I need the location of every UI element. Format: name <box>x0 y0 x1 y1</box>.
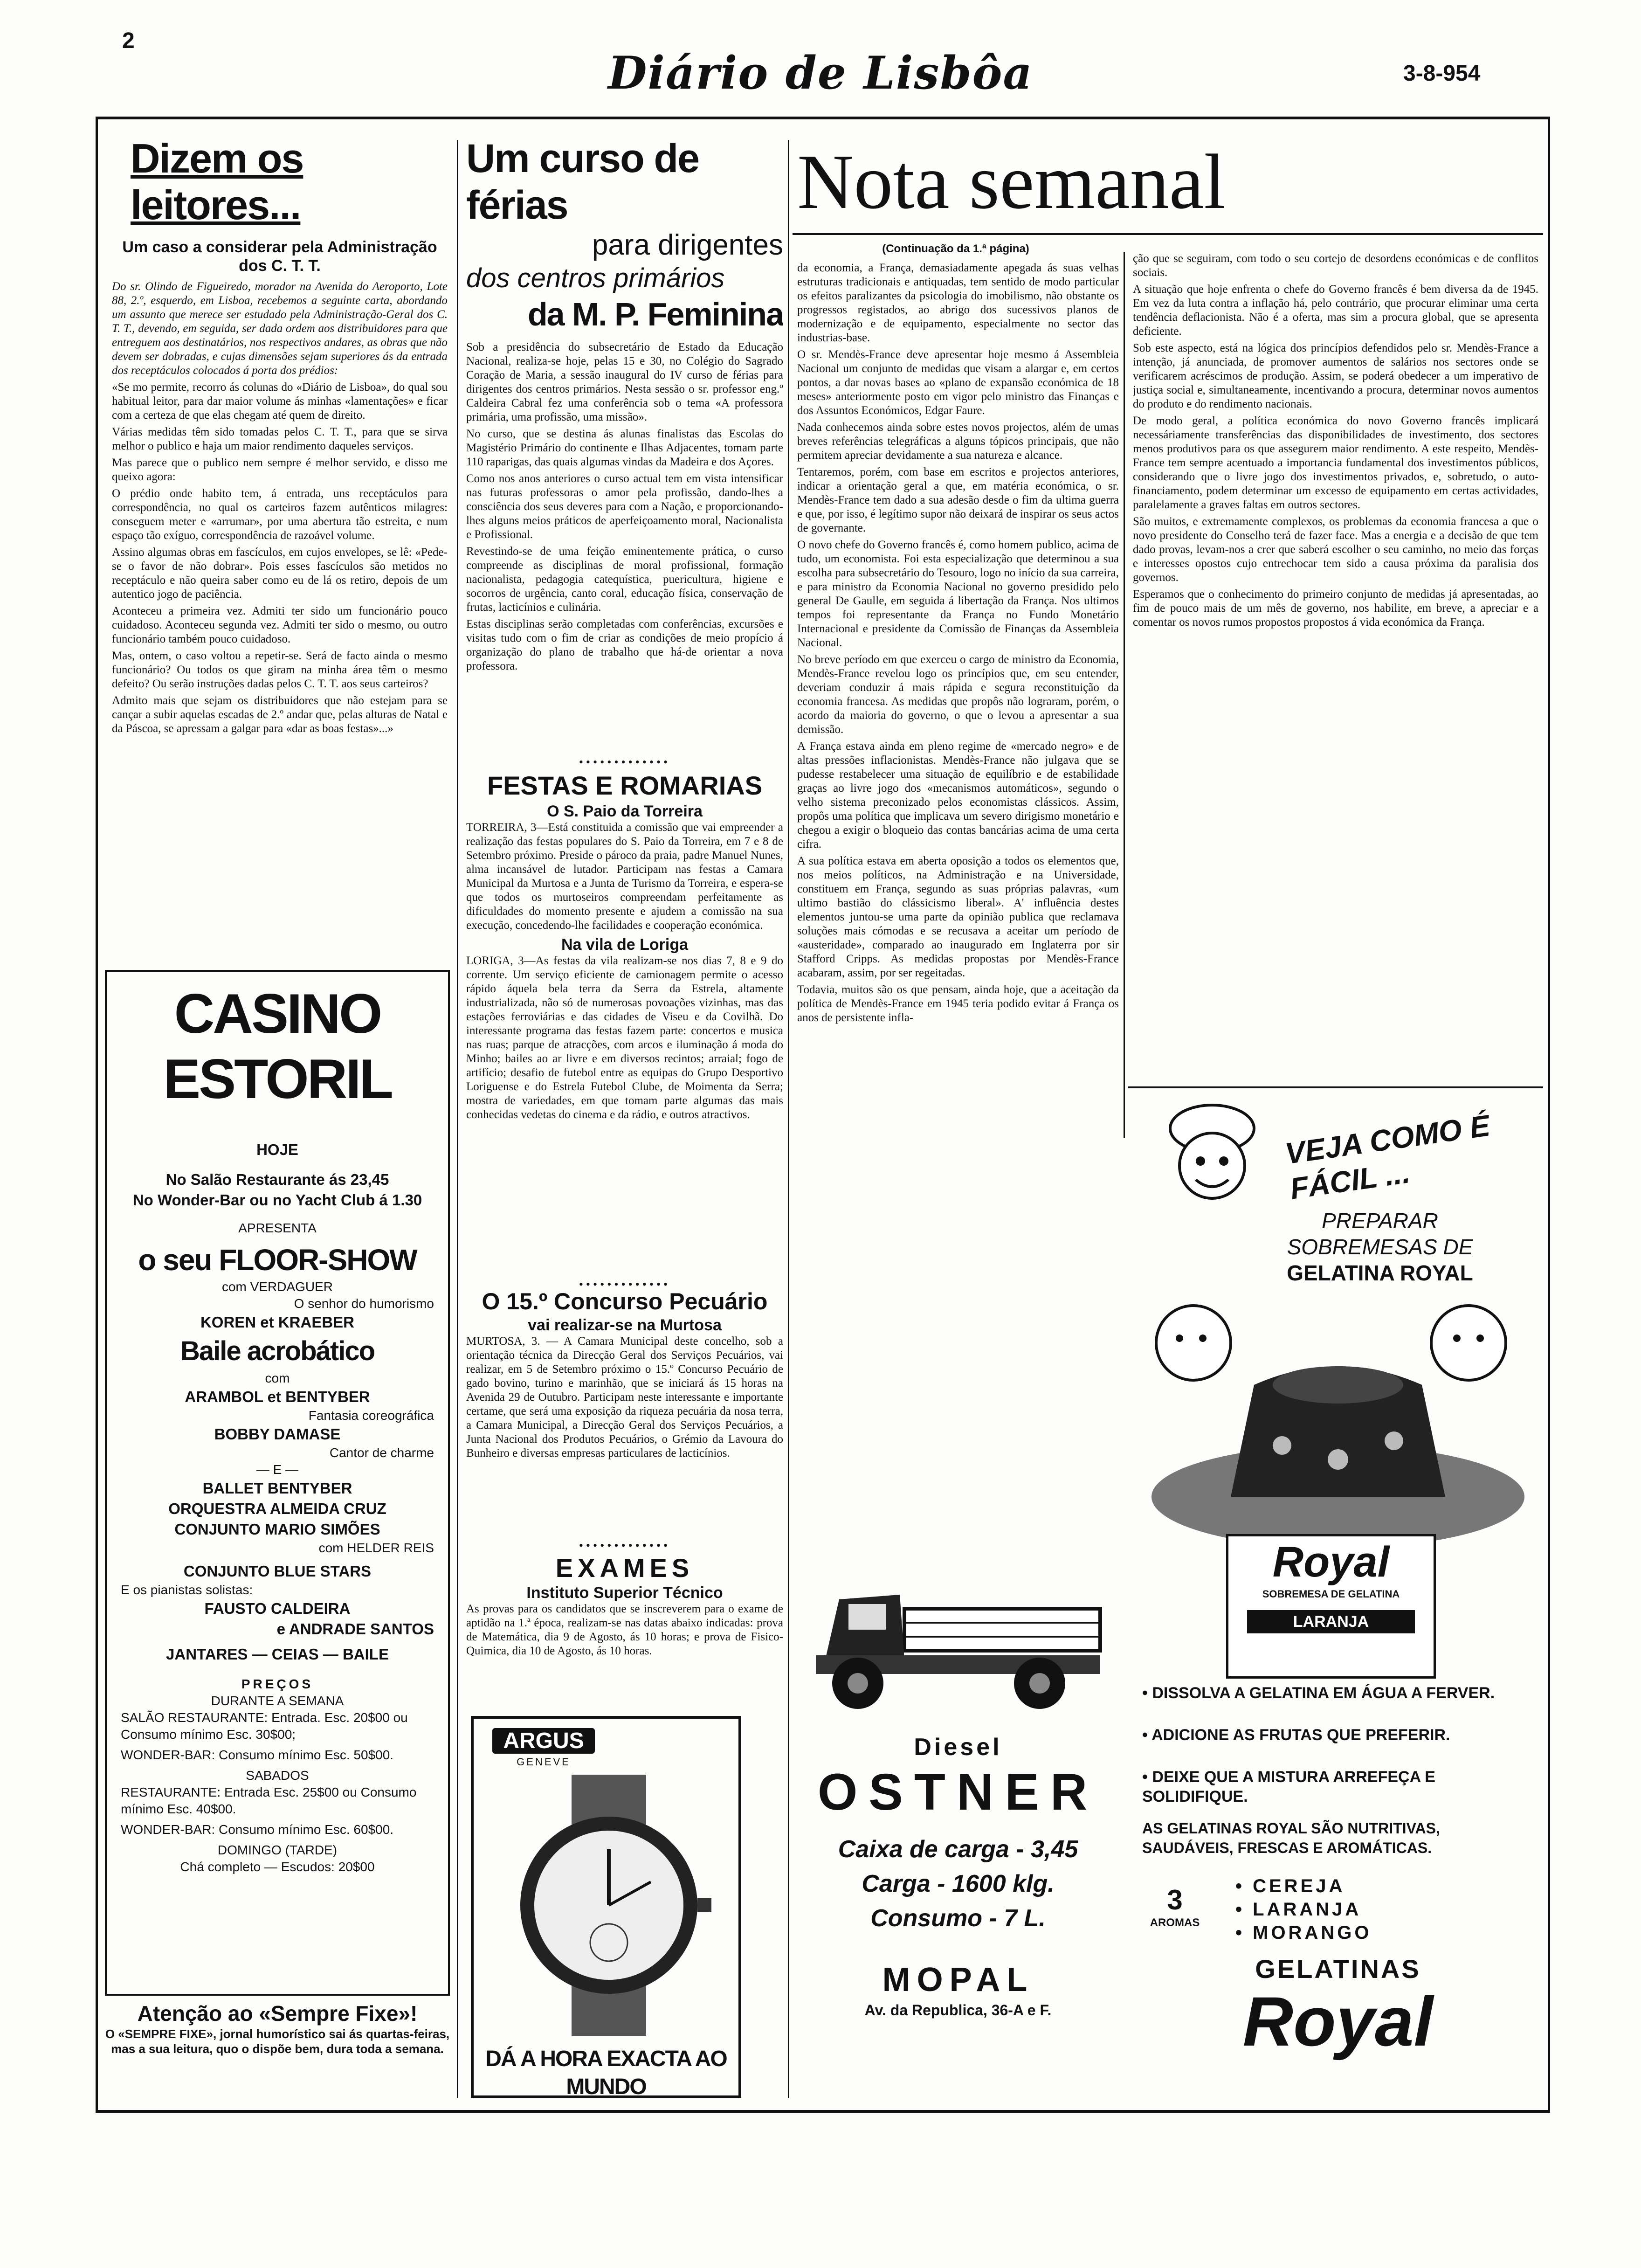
curso-h2: para dirigentes <box>592 229 783 261</box>
nota-paragraph: São muitos, e extremamente complexos, os problemas da economia francesa a que o novo presidente do Conselho terá de fazer face. Mas a energia e a decisão de que tem dado provas, levam-nos a crer que saberá escolher o seu caminho, no meio das forças e interesses opostos cujo entrechocar tem sido a causa próxima da paralisia dos governos. <box>1133 515 1538 584</box>
nota-paragraph: O sr. Mendès-France deve apresentar hoje mesmo á Assembleia Nacional um conjunto de medidas que visam a alargar e, em certos pontos, a dar novas bases ao «plano de expansão económica de 18 meses» anteriormente posto em vigor pelo ministro das Finanças e dos Assuntos Económicos, Edgar Faure. <box>797 348 1119 417</box>
ostner-line-3: Consumo - 7 L. <box>870 1905 1046 1932</box>
ostner-line-2: Carga - 1600 klg. <box>862 1870 1055 1897</box>
nota-continuation: (Continuação da 1.ª página) <box>882 242 1029 255</box>
festas-paragraph-1: TORREIRA, 3—Está constituida a comissão que vai empreender a realização das festas populares do S. Paio da Torreira, em 7 e 8 de Setembro próximo. Preside o pároco da praia, padre Manuel Nunes, alma incansável de lutador. Participam nas festas a Camara Municipal da Murtosa e a Junta de Turismo da Torreira, e espera-se que todos os murtoseiros compreendam perfeitamente as dificuldades do momento presente e ajudem a comissão na sua execução, concedendo-lhe facilidades e cooperação económica. <box>466 821 783 932</box>
nota-paragraph: De modo geral, a política económica do novo Governo francês implicará necessáriamente transferências das disponibilidades de investimento, dos sectores menos produtivos para os que assegurem maior rendimento. A este respeito, Mendès-France tem sempre acentuado a importancia fundamental dos investimentos públicos, considerando que o livre jogo dos investimentos privados, e, sobretudo, o auto-financiamento, podem determinar um excesso de equipamento em certas actividades, paralelamente a graves faltas em outros sectores. <box>1133 415 1538 511</box>
ostner-ad <box>797 1553 1119 2084</box>
casino-domingo: DOMINGO (TARDE) <box>217 1843 338 1857</box>
casino-jantares: JANTARES — CEIAS — BAILE <box>166 1646 389 1663</box>
argus-slogan: DÁ A HORA EXACTA AO MUNDO <box>485 2047 727 2099</box>
royal-gelatina-royal: GELATINA ROYAL <box>1287 1261 1473 1285</box>
royal-logo: Royal <box>1242 1982 1434 2061</box>
royal-flavor-3: • MORANGO <box>1235 1922 1372 1943</box>
top-rule <box>96 117 1550 119</box>
column-rule-2 <box>788 140 789 2098</box>
casino-cha: Chá completo — Escudos: 20$00 <box>180 1860 375 1874</box>
nota-paragraph: Esperamos que o conhecimento do primeiro conjunto de medidas já apresentadas, ao fim de pouco mais de um mês de governo, nos habilite, em breve, a apreciar e a comentar os novos rumos propostos propostos á vida económica da França. <box>1133 588 1538 629</box>
column-rule-1 <box>457 140 458 2098</box>
leitores-paragraph: Várias medidas têm sido tomadas pelos C. T. T., para que se sirva melhor o publico e haja um maior rendimento daqueles serviços. <box>112 426 448 452</box>
sempre-fixe-title: Atenção ao «Sempre Fixe»! <box>137 2001 418 2026</box>
casino-arambol: ARAMBOL et BENTYBER <box>185 1388 370 1405</box>
casino-sabados: SABADOS <box>246 1768 309 1783</box>
curso-paragraph: No curso, que se destina ás alunas finalistas das Escolas do Magistério Primário do continente e Ilhas Adjacentes, tomam parte 110 raparigas, das quais algumas vindas da Madeira e dos Açores. <box>466 428 783 468</box>
nota-end-rule <box>1128 1086 1543 1088</box>
leitores-paragraph: Admito mais que sejam os distribuidores que não estejam para se cançar a subir aquelas escadas de 2.º andar que, pelas alturas de Natal e da Páscoa, se apressam a galgar para «dar as boas festas»...» <box>112 694 448 735</box>
nota-paragraph: Sob este aspecto, está na lógica dos princípios defendidos pelo sr. Mendès-France a intenção, já anunciada, de promover aumentos de salários nos sectores onde se verificarem acréscimos de produção. Assim, se poderá obedecer a um imperativo de justiça social e, simultaneamente, incentivando a procura, determinar novos aumentos do produto e do rendimento nacionais. <box>1133 342 1538 410</box>
curso-paragraph: Como nos anos anteriores o curso actual tem em vista intensificar nas futuras professoras o amor pela profissão, dando-lhes a consciência dos seus deveres para com a Nação, e proporcionando-lhes alguns meios práticos de aperfeiçoamento moral, Nacionalista e Profissional. <box>466 472 783 541</box>
truck-icon <box>797 1553 1119 1730</box>
royal-box-flavor: LARANJA <box>1247 1610 1415 1633</box>
casino-pianistas: E os pianistas solistas: <box>121 1583 253 1597</box>
casino-helder: com HELDER REIS <box>318 1541 434 1555</box>
casino-ballet: BALLET BENTYBER <box>202 1480 352 1497</box>
chef-mascot-icon <box>1142 1100 1282 1212</box>
nota-title: Nota semanal <box>797 138 1226 225</box>
separator: ••••••••••••• <box>579 1539 671 1552</box>
casino-price-2: WONDER-BAR: Consumo mínimo Esc. 50$00. <box>121 1748 394 1762</box>
casino-baile: Baile acrobático <box>180 1336 375 1366</box>
royal-preparar: PREPARAR <box>1322 1209 1438 1233</box>
curso-paragraph: Revestindo-se de uma feição eminentemente prática, o curso compreende as disciplinas de moral profissional, formação nacionalista, pedagogia catequística, puericultura, higiene e socorros de urgência, canto coral, educação física, conservação de frutas, lacticínios e culinária. <box>466 545 783 614</box>
royal-veja: VEJA COMO É FÁCIL ... <box>1283 1108 1492 1206</box>
casino-fausto: FAUSTO CALDEIRA <box>204 1600 351 1617</box>
exames-title: EXAMES <box>555 1553 694 1583</box>
casino-apresenta: APRESENTA <box>238 1221 317 1235</box>
nota-paragraph: A sua política estava em aberta oposição a todos os elementos que, nos meios políticos, na Administração e na Universidade, constituem em França, segundo as suas próprias palavras, «um ultimo bastião do clássicismo liberal». A' influência destes elementos juntou-se uma parte da opinião publica que reclamava soluções mais cómodas e se recusava a aceitar um período de «austeridade», comparado ao inaugurado em Inglaterra por sir Stafford Cripps. As medidas propostas por Mendès-France acabaram, assim, por ser regeitadas. <box>797 855 1119 979</box>
royal-three: 3 <box>1167 1884 1183 1915</box>
curso-paragraph: Sob a presidência do subsecretário de Estado da Educação Nacional, realiza-se hoje, pelas 15 e 30, no Colégio do Sagrado Coração de Maria, a sessão inaugural do IV curso de férias para dirigentes dos centros primários. Nesta sessão o sr. professor eng.º Caldeira Cabral fez uma conferência sob o tema «A professora primária, uma profissão, uma missão». <box>466 341 783 423</box>
separator: ••••••••••••• <box>579 1278 671 1291</box>
nota-column-1 <box>797 261 1119 1548</box>
leitores-paragraph: «Se mo permite, recorro ás colunas do «Diário de Lisboa», do qual sou habitual leitor, para dar maior volume ás minhas «lamentações» e ficar com a certeza de que elas chegam até quem de direito. <box>112 381 448 422</box>
casino-estoril-ad <box>105 970 450 1996</box>
casino-blue-stars: CONJUNTO BLUE STARS <box>183 1563 372 1580</box>
column-rule-3 <box>1124 252 1125 1138</box>
festas-title: FESTAS E ROMARIAS <box>487 771 763 800</box>
leitores-paragraph: Mas parece que o publico nem sempre é melhor servido, e disso me queixo agora: <box>112 456 448 483</box>
festas-paragraph-2: LORIGA, 3—As festas da vila realizam-se nos dias 7, 8 e 9 do corrente. Um serviço eficiente de camionagem permite o acesso rápido áquela bela terra da Serra da Estrela, altamente industrializada, não só de numerosas povoações vizinhas, mas das estações ferroviárias e das cidades de Viseu e da Covilhã. Do interessante programa das festas fazem parte: concertos e musica nas ruas; parque de atracções, com arcos e iluminação á moda do Minho; bailes ao ar livre e em diversos recintos; arraial; fogo de artifício; desafio de futebol entre as equipas do Grupo Desportivo Loriguense e do Estrela Futebol Clube, de Moimenta da Serra; mostra de variedades, em que tomam parte algumas das mais conhecidas vedetas do cinema e da rádio, e outros atractivos. <box>466 954 783 1121</box>
nota-rule <box>793 233 1543 235</box>
casino-hoje: HOJE <box>256 1141 298 1158</box>
royal-aromas: AROMAS <box>1150 1916 1200 1929</box>
casino-com: com <box>265 1371 290 1385</box>
royal-box-sub: SOBREMESA DE GELATINA <box>1262 1588 1400 1600</box>
curso-h3: dos centros primários <box>466 263 725 293</box>
royal-gelatinas: GELATINAS <box>1255 1954 1421 1984</box>
argus-brand: ARGUS <box>492 1728 595 1754</box>
casino-e: — E — <box>256 1462 299 1477</box>
casino-andrade: e ANDRADE SANTOS <box>276 1620 434 1638</box>
curso-paragraph: Estas disciplinas serão completadas com conferências, excursões e visitas tudo com o fim de criar as condições de meio propício á organização do plano de trabalho que há-de orientar a nova professora. <box>466 618 783 672</box>
ostner-mopal: MOPAL <box>882 1961 1034 1998</box>
leitores-paragraph: Mas, ontem, o caso voltou a repetir-se. Será de facto ainda o mesmo funcionário? Ou todos os que giram na minha área têm o mesmo defeito? Ou serão instruções dadas pelos C. T. T. aos seus carteiros? <box>112 650 448 690</box>
royal-sobremesas: SOBREMESAS DE <box>1287 1235 1473 1259</box>
bottom-rule <box>96 2110 1550 2113</box>
festas-sub2: Na vila de Loriga <box>561 936 689 954</box>
wristwatch-icon <box>502 1775 716 2036</box>
ostner-diesel: Diesel <box>914 1734 1002 1761</box>
curso-column <box>466 135 783 765</box>
sempre-fixe-notice <box>105 2000 450 2056</box>
nota-paragraph: Todavia, muitos são os que pensam, ainda hoje, que a aceitação da política de Mendès-France em 1945 teria podido evitar á França os anos de persistente infla- <box>797 983 1119 1024</box>
ostner-line-1: Caixa de carga - 3,45 <box>838 1836 1078 1863</box>
casino-durante: DURANTE A SEMANA <box>211 1694 344 1708</box>
ostner-address: Av. da Republica, 36-A e F. <box>864 2002 1052 2019</box>
curso-h1: Um curso de férias <box>466 136 699 228</box>
royal-step-1: • DISSOLVA A GELATINA EM ÁGUA A FERVER. <box>1142 1684 1495 1702</box>
casino-precos: PREÇOS <box>241 1677 314 1691</box>
leitores-column <box>112 135 448 961</box>
exames-column <box>466 1553 783 1693</box>
casino-line1: No Salão Restaurante ás 23,45 <box>165 1171 389 1188</box>
nota-paragraph: Tentaremos, porém, com base em escritos e projectos anteriores, indicar a orientação geral a que, em matéria económica, o sr. Mendès-France tem dado a sua adesão desde o fim da ultima guerra e que, por isso, é legítimo supor não deixará de inspirar os seus actos de governante. <box>797 466 1119 534</box>
masthead-title: Diário de Lisbôa <box>608 47 1033 99</box>
nota-paragraph: da economia, a França, demasiadamente apegada ás suas velhas estruturas tradicionais e antiquadas, tem sentido de modo particular os efeitos paralizantes da psicologia do imobilismo, não obstante os progressos registados, ao abrigo dos sucessivos planos de modernização e de equipamento, especialmente no sector das industrias-base. <box>797 262 1119 344</box>
casino-price-4: WONDER-BAR: Consumo mínimo Esc. 60$00. <box>121 1822 394 1837</box>
nota-paragraph: A França estava ainda em pleno regime de «mercado negro» e de altas pressões inflacionistas. Mendès-France não julgava que se pudesse restabelecer uma situação de equilíbrio e de estabilidade graças ao livre jogo dos «mecanismos automáticos», segundo o velho sistema preconizado pelos economistas clássicos. Assim, propôs uma política que implicava um severo dirigismo monetário e chegou a exigir o bloqueio das contas bancárias acima de uma certa cifra. <box>797 740 1119 850</box>
casino-cantor: Cantor de charme <box>329 1445 434 1460</box>
royal-gelatin-ad <box>1133 1100 1543 2103</box>
royal-flavor-2: • LARANJA <box>1235 1899 1362 1920</box>
casino-line2: No Wonder-Bar ou no Yacht Club á 1.30 <box>132 1191 422 1209</box>
frame-left <box>96 117 98 2112</box>
frame-right <box>1548 117 1550 2112</box>
festas-sub1: O S. Paio da Torreira <box>547 802 703 820</box>
casino-title: CASINO ESTORIL <box>163 982 392 1110</box>
ostner-brand: OSTNER <box>817 1763 1099 1821</box>
pecuario-paragraph: MURTOSA, 3. — A Camara Municipal deste concelho, sob a orientação técnica da Direcção Geral dos Serviços Pecuários, vai realizar, em 5 de Setembro próximo o 15.º Concurso Pecuário de gado bovino, turino e marinhão, que se iniciará ás 15 horas na Avenida 29 de Outubro. Participam neste interessante e importante certame, que será uma exposição da riqueza pecuária da nosa terra, a Camara Municipal, a Direcção Geral dos Serviços Pecuários, a Junta Nacional dos Produtos Pecuários, o Grémio da Lavoura do Bunheiro e diversas empresas particulares de lacticínios. <box>466 1335 783 1459</box>
royal-nutri: AS GELATINAS ROYAL SÃO NUTRITIVAS, SAUDÁVEIS, FRESCAS E AROMÁTICAS. <box>1142 1820 1440 1856</box>
casino-show: o seu FLOOR-SHOW <box>138 1243 417 1277</box>
exames-paragraph: As provas para os candidatos que se inscreverem para o exame de aptidão na 1.ª época, realizam-se nas datas abaixo indicadas: prova de Matemática, dia 9 de Agosto, ás 10 horas; e prova de Fisico-Quimica, dia 10 de Agosto, ás 10 horas. <box>466 1603 783 1657</box>
casino-orquestra: ORQUESTRA ALMEIDA CRUZ <box>168 1500 386 1517</box>
casino-bobby: BOBBY DAMASE <box>214 1425 341 1443</box>
casino-koren: KOREN et KRAEBER <box>200 1314 355 1331</box>
issue-date: 3-8-954 <box>1403 61 1481 86</box>
royal-flavor-1: • CEREJA <box>1235 1876 1345 1896</box>
leitores-subhead: Um caso a considerar pela Administração dos C. T. T. <box>122 238 437 275</box>
page-number: 2 <box>122 28 135 53</box>
sempre-fixe-text: O «SEMPRE FIXE», jornal humorístico sai ás quartas-feiras, mas a sua leitura, quo o dispõe bem, dura toda a semana. <box>105 2027 450 2056</box>
separator: ••••••••••••• <box>579 755 671 769</box>
nota-paragraph: A situação que hoje enfrenta o chefe do Governo francês é bem diversa da de 1945. Em vez da luta contra a inflação há, pelo contrário, que procurar eliminar uma certa tendência deflacionista. Não é a oferta, mas sim a procura global, que se apresenta deficiente. <box>1133 283 1538 338</box>
nota-paragraph: No breve período em que exerceu o cargo de ministro da Economia, Mendès-France revelou logo os princípios que, em seu entender, deveriam conduzir á mais rápida e segura reconstituição da economia francesa. As medidas que propôs não lograram, porém, o acordo da maioria do governo, o que o levou a apresentar a sua demissão. <box>797 653 1119 736</box>
leitores-paragraph: Aconteceu a primeira vez. Admiti ter sido um funcionário pouco cuidadoso. Aconteceu segunda vez. Admiti ter sido o mesmo, ou outro funcionário também pouco cuidadoso. <box>112 605 448 645</box>
leitores-paragraph: O prédio onde habito tem, á entrada, uns receptáculos para correspondência, no qual os carteiros fazem autênticos milagres: conseguem meter e «arrumar», por uma abertura tão estreita, e num espaço tão exíguo, correspondência de razoável volume. <box>112 487 448 542</box>
exames-sub: Instituto Superior Técnico <box>526 1584 723 1602</box>
royal-step-2: • ADICIONE AS FRUTAS QUE PREFERIR. <box>1142 1726 1450 1744</box>
leitores-paragraph: Assino algumas obras em fascículos, em cujos envelopes, se lê: «Pede-se o favor de não dobrar». Pois esses fascículos são metidos no receptáculo e não queira saber como eu de lá os retiro, depois de um autentico jogo de paciência. <box>112 546 448 601</box>
argus-watch-ad <box>471 1716 741 2098</box>
royal-box <box>1226 1534 1436 1679</box>
leitores-intro: Do sr. Olindo de Figueiredo, morador na Avenida do Aeroporto, Lote 88, 2.º, esquerdo, em Lisboa, recebemos a seguinte carta, abordando um assunto que merece ser estudado pela Administração-Geral dos C. T. T., devendo, em seguida, ser dada ordem aos distribuidores para que entreguem aos destinatários, nos respectivos andares, as obras que não devem ser dobradas, e cujas dimensões sejam superiores ás da entrada dos receptáculos colocados á porta dos prédios: <box>112 280 448 377</box>
casino-com-verdaguer: com VERDAGUER <box>221 1279 333 1294</box>
nota-column-2 <box>1133 252 1538 1082</box>
argus-sub: GENEVE <box>517 1756 571 1768</box>
curso-h4: da M. P. Feminina <box>527 296 783 332</box>
leitores-heading: Dizem os leitores... <box>131 135 303 228</box>
pecuario-sub: vai realizar-se na Murtosa <box>528 1316 722 1334</box>
royal-step-3: • DEIXE QUE A MISTURA ARREFEÇA E SOLIDIFIQUE. <box>1142 1768 1435 1805</box>
casino-humor: O senhor do humorismo <box>294 1296 434 1311</box>
royal-box-brand: Royal <box>1272 1538 1390 1586</box>
nota-paragraph: O novo chefe do Governo francês é, como homem publico, acima de tudo, um economista. Foi esta especialização que determinou a sua escolha para subsecretário do Tesouro, logo no início da sua carreira, e para ministro da Economia Nacional no governo presidido pelo general De Gaulle, em seguida á libertação da França. Nos ultimos tempos foi representante da França no Fundo Monetário Internacional e presidente da Comissão de Finanças da Assembleia Nacional. <box>797 539 1119 649</box>
casino-price-1: SALÃO RESTAURANTE: Entrada. Esc. 20$00 ou Consumo mínimo Esc. 30$00; <box>121 1710 408 1742</box>
pecuario-column <box>466 1287 783 1548</box>
nota-paragraph: Nada conhecemos ainda sobre estes novos projectos, além de umas breves referências telegráficas a alguns tópicos principais, que não permitem apreciar devidamente a sua natureza e alcance. <box>797 421 1119 462</box>
festas-column <box>466 769 783 1282</box>
pecuario-title: O 15.º Concurso Pecuário <box>482 1288 768 1314</box>
nota-paragraph: ção que se seguiram, com todo o seu cortejo de desordens económicas e de conflitos sociais. <box>1133 252 1538 279</box>
casino-conjunto-mario: CONJUNTO MARIO SIMÕES <box>174 1521 380 1538</box>
casino-price-3: RESTAURANTE: Entrada Esc. 25$00 ou Consumo mínimo Esc. 40$00. <box>121 1785 417 1816</box>
casino-fantasia: Fantasia coreográfica <box>308 1408 434 1423</box>
